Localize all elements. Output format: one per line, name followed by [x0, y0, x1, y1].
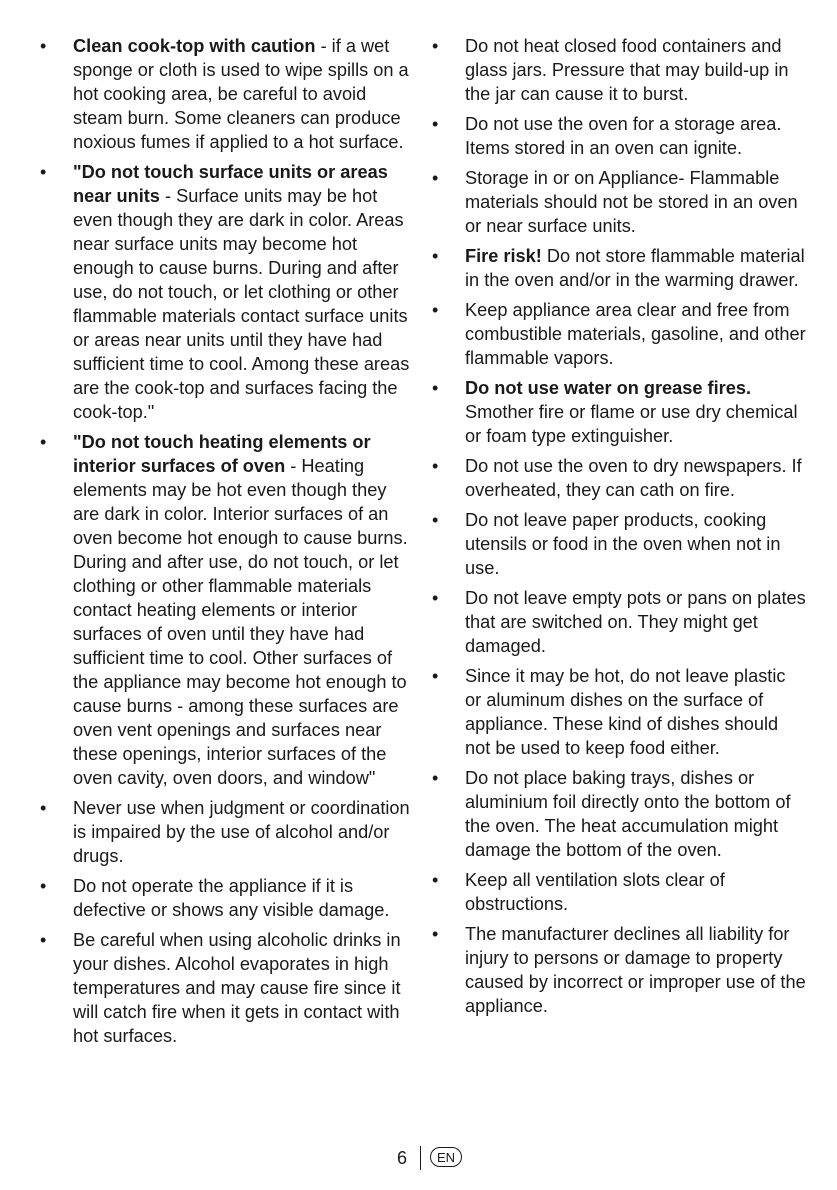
item-text: Do not place baking trays, dishes or aluminium foil directly onto the bottom of the oven. The heat accumulation might damage the bottom of the oven. [465, 768, 791, 860]
page-footer [0, 1146, 837, 1172]
item-text: Since it may be hot, do not leave plastic or aluminum dishes on the surface of appliance. These kind of dishes should not be used to keep food either. [465, 666, 786, 758]
list-item [432, 244, 806, 292]
item-text: The manufacturer declines all liability for injury to persons or damage to property caused by incorrect or improper use of the appliance. [465, 924, 806, 1016]
item-text: Do not leave empty pots or pans on plates that are switched on. They might get damaged. [465, 588, 806, 656]
bullet-icon: • [432, 36, 439, 56]
bullet-icon: • [432, 246, 439, 266]
list-item [432, 112, 806, 160]
item-text: Be careful when using alcoholic drinks in your dishes. Alcohol evaporates in high temperatures and may cause fire since it will catch fire when it gets in contact with hot surfaces. [73, 930, 401, 1046]
bullet-icon: • [40, 798, 47, 818]
item-text: Keep appliance area clear and free from combustible materials, gasoline, and other flammable vapors. [465, 300, 806, 368]
bullet-icon: • [432, 768, 439, 788]
bullet-icon: • [40, 432, 47, 452]
list-item [40, 430, 412, 790]
list-item [432, 34, 806, 106]
bullet-icon: • [432, 378, 439, 398]
item-lead: "Do not touch heating elements or interior surfaces of oven [73, 432, 371, 476]
bullet-icon: • [40, 930, 47, 950]
item-text: Do not heat closed food containers and glass jars. Pressure that may build-up in the jar can cause it to burst. [465, 36, 789, 104]
item-text: Do not use the oven for a storage area. Items stored in an oven can ignite. [465, 114, 782, 158]
list-item [40, 796, 412, 868]
left-column [40, 34, 412, 1054]
safety-list-left [40, 34, 412, 1048]
item-text: Smother fire or flame or use dry chemical or foam type extinguisher. [465, 402, 798, 446]
bullet-icon: • [432, 924, 439, 944]
list-item [432, 586, 806, 658]
bullet-icon: • [40, 162, 47, 182]
list-item [432, 166, 806, 238]
list-item [432, 298, 806, 370]
list-item [432, 922, 806, 1018]
safety-list-right [432, 34, 806, 1018]
item-text: - Heating elements may be hot even though they are dark in color. Interior surfaces of an oven become hot enough to cause burns. During and after use, do not touch, or let clothing or other flammable materials contact heating elements or interior surfaces of oven until they have had sufficient time to cool. Other surfaces of the appliance may become hot enough to cause burns - among these surfaces are oven vent openings and surfaces near these openings, interior surfaces of the oven cavity, oven doors, and window" [73, 456, 408, 788]
right-column [432, 34, 806, 1024]
list-item [432, 508, 806, 580]
list-item [40, 928, 412, 1048]
item-lead: Fire risk! [465, 246, 542, 266]
item-text: Never use when judgment or coordination is impaired by the use of alcohol and/or drugs. [73, 798, 410, 866]
item-text: - Surface units may be hot even though they are dark in color. Areas near surface units may become hot enough to cause burns. During and after use, do not touch, or let clothing or other flammable materials contact surface units or areas near units until they have had sufficient time to cool. Among these areas are the cook-top and surfaces facing the cook-top." [73, 186, 410, 422]
bullet-icon: • [40, 876, 47, 896]
page-number: 6 [397, 1148, 408, 1168]
bullet-icon: • [432, 300, 439, 320]
bullet-icon: • [432, 510, 439, 530]
item-lead: Do not use water on grease fires. [465, 378, 752, 398]
bullet-icon: • [432, 870, 439, 890]
item-text: Do not store flammable material in the oven and/or in the warming drawer. [465, 246, 805, 290]
item-text: Storage in or on Appliance- Flammable materials should not be stored in an oven or near surface units. [465, 168, 798, 236]
bullet-icon: • [432, 114, 439, 134]
bullet-icon: • [40, 36, 47, 56]
item-text: Do not operate the appliance if it is defective or shows any visible damage. [73, 876, 390, 920]
bullet-icon: • [432, 168, 439, 188]
item-lead: Clean cook-top with caution [73, 36, 316, 56]
bullet-icon: • [432, 456, 439, 476]
footer-divider [420, 1146, 421, 1170]
list-item [40, 874, 412, 922]
item-lead: "Do not touch surface units or areas near units [73, 162, 388, 206]
list-item [432, 664, 806, 760]
list-item [40, 34, 412, 154]
bullet-icon: • [432, 666, 439, 686]
bullet-icon: • [432, 588, 439, 608]
item-text: Do not use the oven to dry newspapers. If overheated, they can cath on fire. [465, 456, 802, 500]
item-text: Do not leave paper products, cooking utensils or food in the oven when not in use. [465, 510, 781, 578]
list-item [432, 376, 806, 448]
language-badge: EN [430, 1147, 462, 1167]
item-text: - if a wet sponge or cloth is used to wipe spills on a hot cooking area, be careful to avoid steam burn. Some cleaners can produce noxious fumes if applied to a hot surface. [73, 36, 409, 152]
list-item [40, 160, 412, 424]
list-item [432, 454, 806, 502]
item-text: Keep all ventilation slots clear of obstructions. [465, 870, 725, 914]
list-item [432, 868, 806, 916]
list-item [432, 766, 806, 862]
